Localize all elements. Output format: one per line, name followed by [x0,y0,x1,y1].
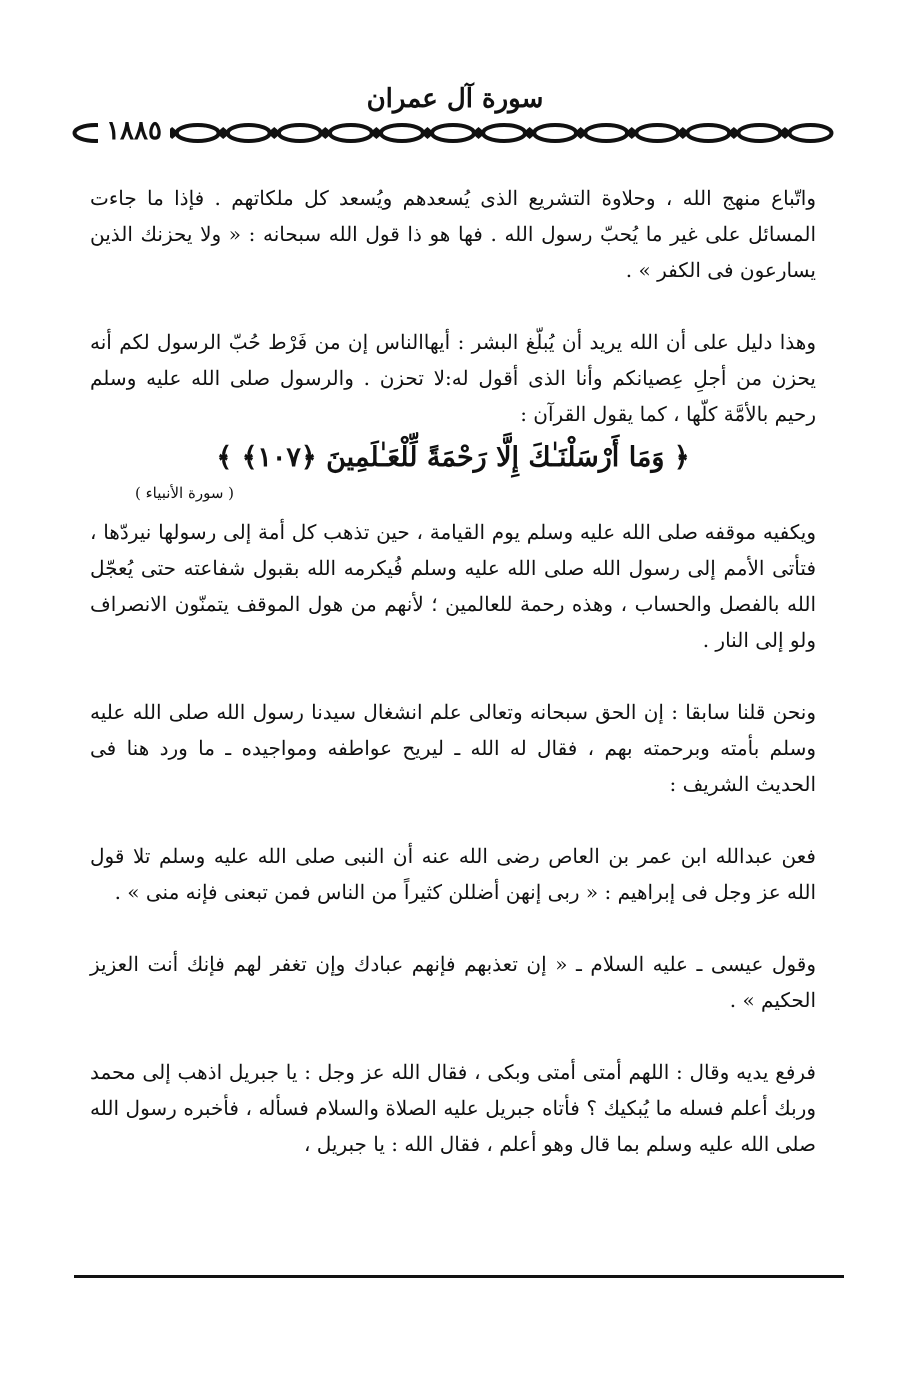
chain-link [177,125,219,141]
page-number: ١٨٨٥ [98,116,170,146]
chain-link [228,125,270,141]
chain-link [636,125,678,141]
chain-link [534,125,576,141]
ornamental-border [70,118,836,148]
chain-ornament [70,118,836,148]
verse-source: ( سورة الأنبياء ) [135,484,235,502]
chain-link [330,125,372,141]
quran-verse: ﴿ وَمَا أَرْسَلْنَـٰكَ إِلَّا رَحْمَةً لِّلْعَـٰلَمِينَ ﴿١٠٧﴾ ﴾ [216,442,690,473]
chain-link [483,125,525,141]
surah-title: سورة آل عمران [366,84,544,114]
chain-link [432,125,474,141]
paragraph-6: وقول عيسى ـ عليه السلام ـ « إن تعذبهم فإنهم عبادك وإن تغفر لهم فإنك أنت العزيز الحكيم » . [90,952,816,1012]
chain-link [381,125,423,141]
paragraph-1: واتّباع منهج الله ، وحلاوة التشريع الذى يُسعدهم ويُسعد كل ملكاتهم . فإذا ما جاءت المسائل على غير ما يُحبّ رسول الله . فها هو ذا قول الله سبحانه : « ولا يحزنك الذين يسارعون فى الكفر » . [90,186,816,282]
paragraph-5: فعن عبدالله ابن عمر بن العاص رضى الله عنه أن النبى صلى الله عليه وسلم تلا قول الله عز وجل فى إبراهيم : « ربى إنهن أضللن كثيراً من الناس فمن تبعنى فإنه منى » . [90,844,816,904]
chain-link [789,125,831,141]
paragraph-3: ويكفيه موقفه صلى الله عليه وسلم يوم القيامة ، حين تذهب كل أمة إلى رسولها نيردّها ، فتأتى الأمم إلى رسول الله صلى الله عليه وسلم فُيكرمه الله بقبول شفاعته حتى يُعجّل الله بالفصل والحساب ، وهذه رحمة للعالمين ؛ لأنهم من هول الموقف يتمنّون الانصراف ولو إلى النار . [90,520,817,652]
chain-link [738,125,780,141]
bottom-rule [74,1275,844,1278]
page-body [90,180,816,1162]
paragraph-7: فرفع يديه وقال : اللهم أمتى أمتى وبكى ، فقال الله عز وجل : يا جبريل اذهب إلى محمد وربك أعلم فسله ما يُبكيك ؟ فأتاه جبريل عليه الصلاة والسلام فسأله ، فأخبره رسول الله صلى الله عليه وسلم بما قال وهو أعلم ، فقال الله : يا جبريل ، [90,1060,816,1156]
paragraph-2: وهذا دليل على أن الله يريد أن يُبلّغ البشر : أيهاالناس إن من فَرْط حُبّ الرسول لكم أنه يحزن من أجلِ عِصيانكم وأنا الذى أقول له:لا تحزن . والرسول صلى الله عليه وسلم رحيم بالأمَّة كلّها ، كما يقول القرآن : [90,330,816,426]
chain-link [585,125,627,141]
paragraph-4: ونحن قلنا سابقا : إن الحق سبحانه وتعالى علم انشغال سيدنا رسول الله صلى الله عليه وسلم بأمته وبرحمته بهم ، فقال له الله ـ ليريح عواطفه ومواجيده ـ ما ورد هنا فى الحديث الشريف : [90,700,816,796]
chain-link [279,125,321,141]
chain-link [687,125,729,141]
